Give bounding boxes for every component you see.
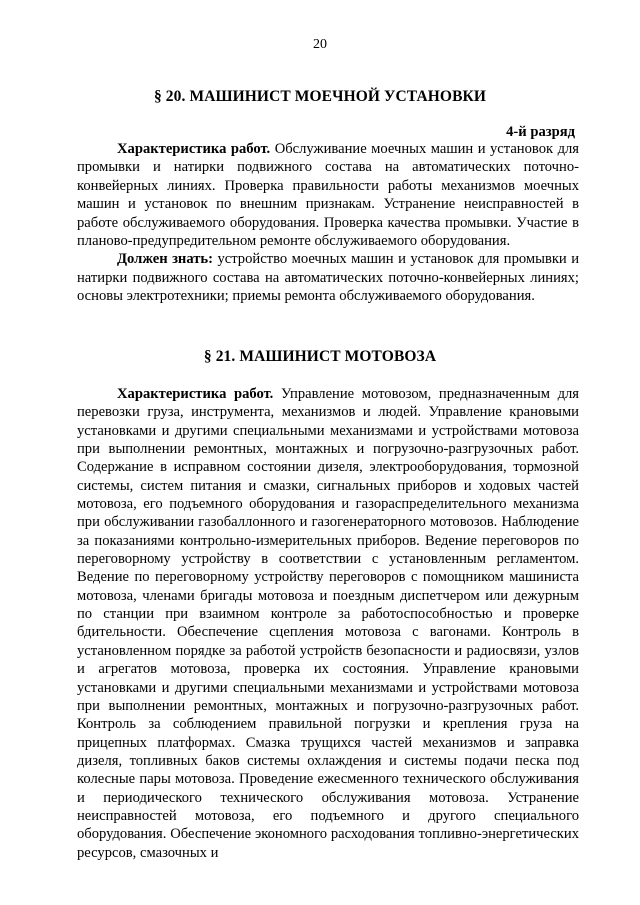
must-know-text: устройство моечных машин и установок для промывки и натирки подвижного состава на автоматических поточно-конвейерных линиях; основы электротехники; приемы ремонта обслуживаемого оборудования. <box>77 251 580 305</box>
section-21-body <box>77 385 579 862</box>
characteristics-heading: Характеристика работ. <box>117 386 274 402</box>
characteristics-text: Обслуживание моечных машин и установок для промывки и натирки подвижного состава на автоматических поточно-конвейерных линиях. Проверка правильности работы механизмов моечных машин и установок по внешним признакам. Устранение неисправностей в работе обслуживаемого оборудования. Проверка качества промывки. Участие в планово-предупредительном ремонте обслуживаемого оборудования. <box>77 141 579 250</box>
section-21-title: § 21. МАШИНИСТ МОТОВОЗА <box>203 348 437 365</box>
section-20-body <box>77 140 579 306</box>
section-21-characteristics-paragraph <box>77 385 579 862</box>
characteristics-heading: Характеристика работ. <box>117 141 271 157</box>
section-20-must-know-paragraph <box>77 250 579 305</box>
grade-label: 4-й разряд <box>506 124 575 140</box>
section-20-title: § 20. МАШИНИСТ МОЕЧНОЙ УСТАНОВКИ <box>153 88 486 105</box>
page-number: 20 <box>313 37 327 52</box>
section-20-characteristics-paragraph <box>77 140 579 250</box>
must-know-heading: Должен знать: <box>117 251 214 268</box>
characteristics-text: Управление мотовозом, предназначенным для перевозки груза, инструмента, механизмов и людей. Управление крановыми установками и другими специальными механизмами и устройствами мотовоза при выполнении ремонтных, монтажных и погрузочно-разгрузочных работ. Содержание в исправном состоянии дизеля, электрооборудования, тормозной системы, систем питания и смазки, сигнальных приборов и ходовых частей мотовоза, его подъемного оборудования и газораспределительного механизма при обслуживании газобаллонного и газогенераторного мотовозов. Наблюдение за показаниями контрольно-измерительных приборов. Ведение переговоров по переговорному устройству в соответствии с установленным регламентом. Ведение по переговорному устройству переговоров с помощником машиниста мотовоза, членами бригады мотовоза и поездным диспетчером или дежурным по станции при взаимном контроле за работоспособностью и проверке бдительности. Обеспечение сцепления мотовоза с вагонами. Контроль в установленном порядке за работой устройств безопасности и радиосвязи, узлов и агрегатов мотовоза, проверка их состояния. Управление крановыми установками и другими специальными механизмами и устройствами мотовоза при выполнении ремонтных, монтажных и погрузочно-разгрузочных работ. Контроль за соблюдением правильной погрузки и крепления груза на прицепных платформах. Смазка трущихся частей механизмов и заправка дизеля, топливных баков системы охлаждения и системы подачи песка под колесные пары мотовоза. Проведение ежесменного технического обслуживания и периодического технического обслуживания мотовоза. Устранение неисправностей мотовоза, его подъемного и другого специального оборудования. Обеспечение экономного расходования топливно-энергетических ресурсов, смазочных и <box>77 386 579 861</box>
